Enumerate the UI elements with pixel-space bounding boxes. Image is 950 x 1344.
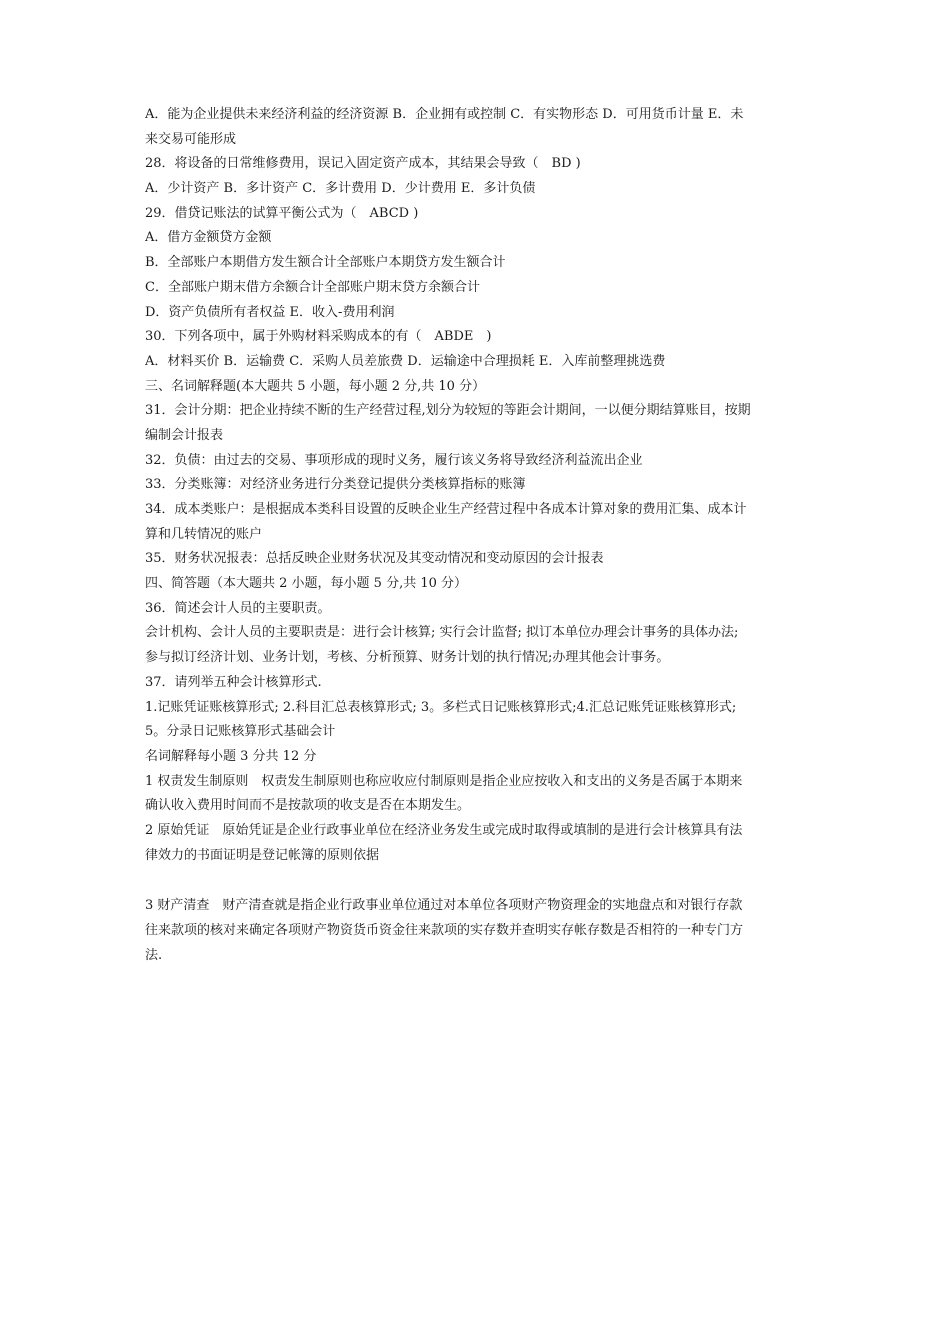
term-31: 31．会计分期：把企业持续不断的生产经营过程,划分为较短的等距会计期间，一以便分期结算账目，按期	[145, 403, 751, 419]
question-30-options: A．材料买价 B．运输费 C．采购人员差旅费 D．运输途中合理损耗 E．入库前整理挑选费	[145, 353, 666, 369]
term-3: 3 财产清查 财产清查就是指企业行政事业单位通过对本单位各项财产物资理金的实地盘点和对银行存款	[145, 898, 743, 914]
document-page	[145, 103, 810, 968]
term-section-heading: 名词解释每小题 3 分共 12 分	[145, 748, 317, 764]
term-31-cont: 编制会计报表	[145, 427, 224, 443]
term-35: 35．财务状况报表：总括反映企业财务状况及其变动情况和变动原因的会计报表	[145, 551, 604, 567]
question-36: 36．简述会计人员的主要职责。	[145, 600, 331, 616]
question-29-option-b: B．全部账户本期借方发生额合计全部账户本期贷方发生额合计	[145, 255, 506, 271]
term-34-cont: 算和几转情况的账户	[145, 526, 263, 542]
question-29-option-c: C．全部账户期末借方余额合计全部账户期末贷方余额合计	[145, 279, 480, 295]
term-1: 1 权责发生制原则 权责发生制原则也称应收应付制原则是指企业应按收入和支出的义务是否属于本期来	[145, 773, 743, 789]
term-1-cont: 确认收入费用时间而不是按款项的收支是否在本期发生。	[145, 798, 471, 814]
answer-37: 1.记账凭证账核算形式; 2.科目汇总表核算形式; 3。多栏式日记账核算形式;4.汇总记账凭证账核算形式;	[145, 699, 737, 715]
answer-37-cont: 5。分录日记账核算形式基础会计	[145, 724, 336, 740]
question-28-options: A．少计资产 B．多计资产 C．多计费用 D．少计费用 E．多计负债	[145, 181, 536, 197]
question-29-option-a: A．借方金额贷方金额	[145, 230, 272, 246]
option-line-cont: 来交易可能形成	[145, 131, 237, 147]
question-30: 30．下列各项中，属于外购材料采购成本的有（ ABDE )	[145, 329, 492, 345]
answer-36-cont: 参与拟订经济计划、业务计划，考核、分析预算、财务计划的执行情况;办理其他会计事务。	[145, 650, 670, 666]
term-3-end: 法.	[145, 947, 163, 963]
question-37: 37．请列举五种会计核算形式.	[145, 674, 322, 690]
question-28: 28．将设备的日常维修费用，误记入固定资产成本，其结果会导致（ BD )	[145, 156, 581, 172]
term-33: 33．分类账簿：对经济业务进行分类登记提供分类核算指标的账簿	[145, 477, 526, 493]
answer-36: 会计机构、会计人员的主要职责是：进行会计核算; 实行会计监督; 拟订本单位办理会计事务的具体办法;	[145, 625, 739, 641]
question-29-option-de: D．资产负债所有者权益 E．收入-费用利润	[145, 304, 395, 320]
term-2-cont: 律效力的书面证明是登记帐簿的原则依据	[145, 847, 380, 863]
blank-line	[145, 868, 810, 894]
term-34: 34．成本类账户：是根据成本类科目设置的反映企业生产经营过程中各成本计算对象的费用汇集、成本计	[145, 502, 747, 517]
term-32: 32．负债：由过去的交易、事项形成的现时义务，履行该义务将导致经济利益流出企业	[145, 452, 643, 468]
term-3-cont: 往来款项的核对来确定各项财产物资货币资金往来款项的实存数并查明实存帐存数是否相符的一种专门方	[145, 923, 744, 938]
section-3-heading: 三、名词解释题(本大题共 5 小题，每小题 2 分,共 10 分）	[145, 378, 486, 394]
term-2: 2 原始凭证 原始凭证是企业行政事业单位在经济业务发生或完成时取得或填制的是进行会计核算具有法	[145, 822, 743, 838]
option-line: A．能为企业提供未来经济利益的经济资源 B．企业拥有或控制 C．有实物形态 D．可用货币计量 E．未	[145, 107, 744, 122]
section-4-heading: 四、简答题（本大题共 2 小题，每小题 5 分,共 10 分）	[145, 576, 468, 592]
question-29: 29．借贷记账法的试算平衡公式为（ ABCD )	[145, 205, 419, 221]
